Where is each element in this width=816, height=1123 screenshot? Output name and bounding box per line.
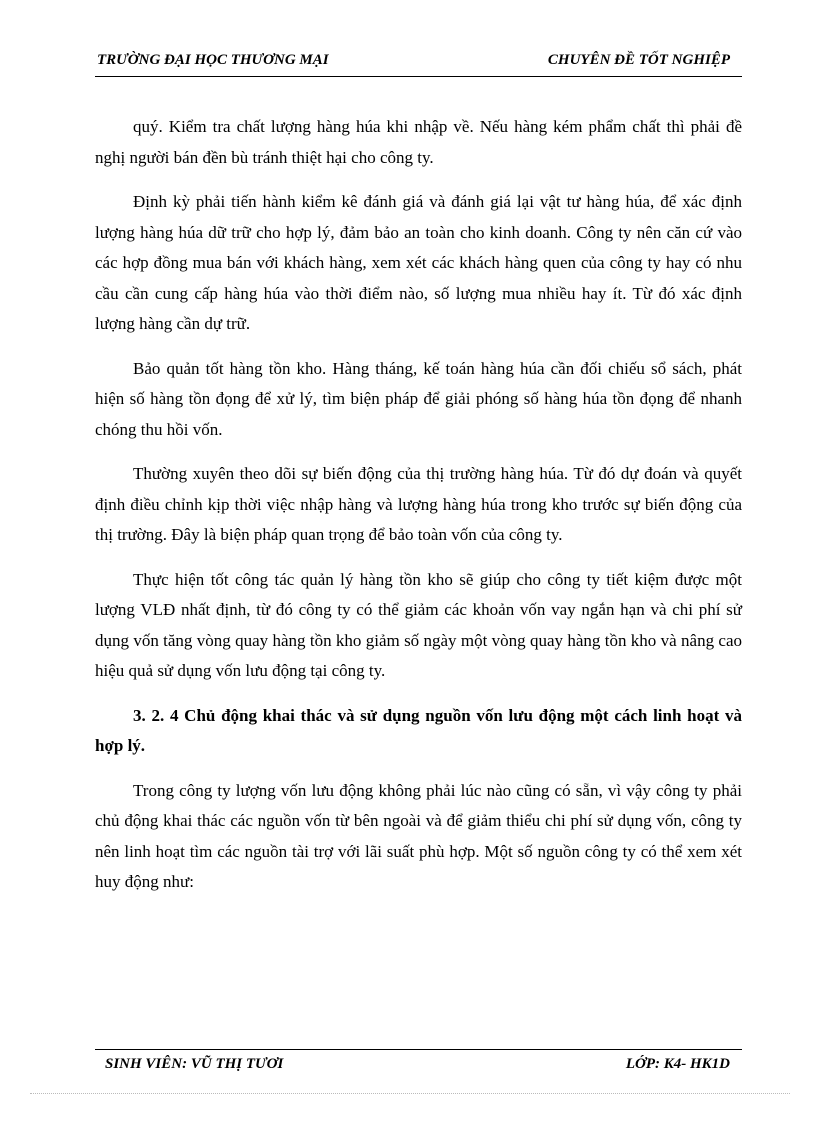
- paragraph-1: quý. Kiểm tra chất lượng hàng húa khi nhập về. Nếu hàng kém phẩm chất thì phải đề nghị người bán đền bù tránh thiệt hại cho công ty.: [95, 117, 742, 167]
- paragraph-6: Trong công ty lượng vốn lưu động không phải lúc nào cũng có sẵn, vì vậy công ty phải chủ động khai thác các nguồn vốn từ bên ngoài và để giảm thiểu chi phí sử dụng vốn, công ty nên linh hoạt tìm các nguồn tài trợ với lãi suất phù hợp. Một số nguồn công ty có thể xem xét huy động như:: [95, 780, 742, 891]
- paragraph-4: Thường xuyên theo dõi sự biến động của thị trường hàng húa. Từ đó dự đoán và quyết định điều chỉnh kịp thời việc nhập hàng và lượng hàng húa trong kho trước sự biến động của thị trường. Đây là biện pháp quan trọng để bảo toàn vốn của công ty.: [95, 464, 742, 544]
- paragraph-2: Định kỳ phải tiến hành kiểm kê đánh giá và đánh giá lại vật tư hàng húa, để xác định lượng hàng húa dữ trữ cho hợp lý, đảm bảo an toàn cho kinh doanh. Công ty nên căn cứ vào các hợp đồng mua bán với khách hàng, xem xét các khách hàng quen của công ty hay có nhu cầu cần cung cấp hàng húa vào thời điểm nào, số lượng mua nhiều hay ít. Từ đó xác định lượng hàng cần dự trữ.: [95, 192, 742, 333]
- paragraph-5: Thực hiện tốt công tác quản lý hàng tồn kho sẽ giúp cho công ty tiết kiệm được một lượng VLĐ nhất định, từ đó công ty có thể giảm các khoản vốn vay ngắn hạn và chi phí sử dụng vốn tăng vòng quay hàng tồn kho giảm số ngày một vòng quay hàng tồn kho và nâng cao hiệu quả sử dụng vốn lưu động tại công ty.: [95, 569, 742, 680]
- page-header: [95, 52, 742, 77]
- document-body: [95, 112, 742, 912]
- footer-class: LỚP: K4- HK1D: [625, 1056, 730, 1072]
- header-title: CHUYÊN ĐỀ TỐT NGHIỆP: [547, 52, 730, 68]
- paragraph-3: Bảo quản tốt hàng tồn kho. Hàng tháng, kế toán hàng húa cần đối chiếu sổ sách, phát hiện số hàng tồn đọng để xử lý, tìm biện pháp để giải phóng số hàng húa tồn đọng để nhanh chóng thu hồi vốn.: [95, 358, 742, 439]
- section-heading: 3. 2. 4 Chủ động khai thác và sử dụng nguồn vốn lưu động một cách linh hoạt và hợp lý.: [95, 705, 742, 755]
- header-school: TRƯỜNG ĐẠI HỌC THƯƠNG MẠI: [97, 52, 329, 68]
- bottom-divider: [30, 1093, 790, 1094]
- page-footer: [95, 1049, 742, 1076]
- footer-student: SINH VIÊN: VŨ THỊ TƯƠI: [105, 1056, 284, 1072]
